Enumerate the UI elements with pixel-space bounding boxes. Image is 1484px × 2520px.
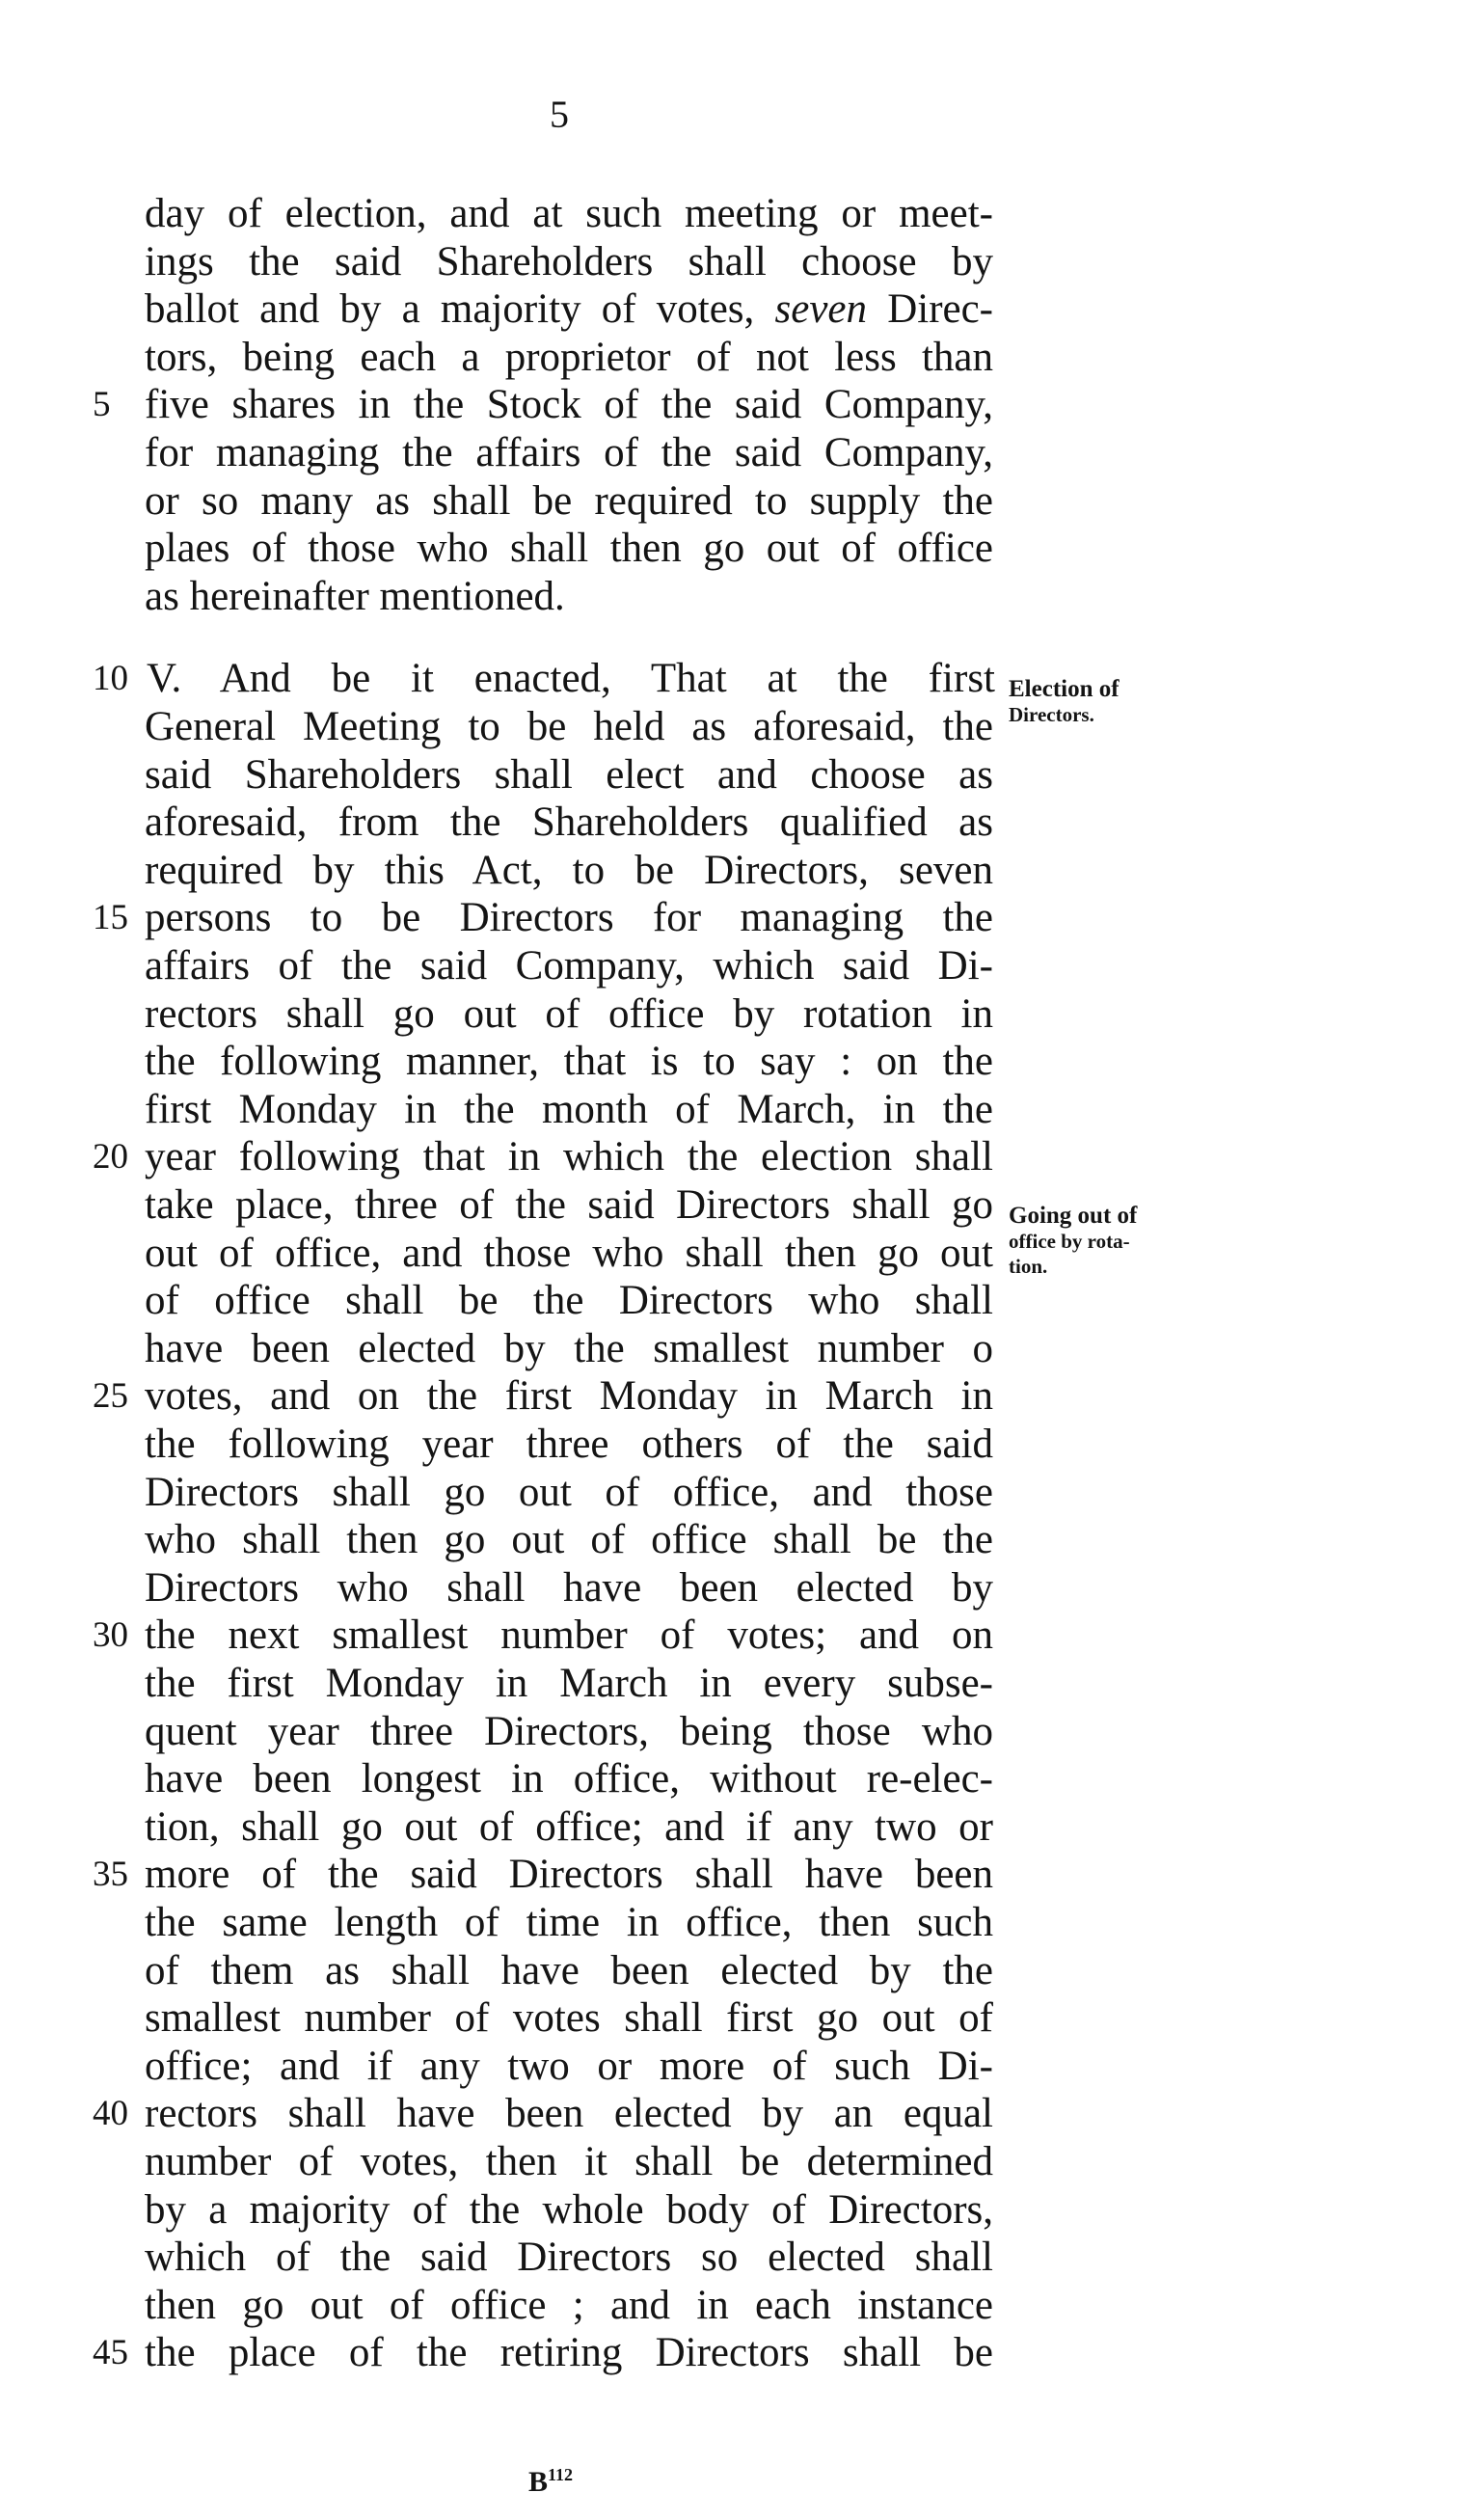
line-number: 40 bbox=[93, 2094, 128, 2133]
line-number: 10 bbox=[93, 659, 128, 698]
printer-signature-mark: $B^{112}$ bbox=[528, 2465, 574, 2498]
line-number: 15 bbox=[93, 898, 128, 937]
text-line: five shares in the Stock of the said Company, bbox=[145, 382, 993, 427]
text-line: day of election, and at such meeting or meet- bbox=[145, 191, 993, 236]
text-line: year following that in which the election shall bbox=[145, 1134, 993, 1179]
text-line: the place of the retiring Directors shall be bbox=[145, 2330, 993, 2375]
text-line: Directors who shall have been elected by bbox=[145, 1565, 993, 1611]
emphasis: seven bbox=[774, 286, 867, 332]
text-line: the same length of time in office, then such bbox=[145, 1900, 993, 1945]
page-number: 5 bbox=[550, 93, 569, 136]
text-line: the next smallest number of votes; and on bbox=[145, 1612, 993, 1658]
text-line: rectors shall have been elected by an equal bbox=[145, 2091, 993, 2136]
line-number: 45 bbox=[93, 2333, 128, 2372]
text-line: as hereinafter mentioned. bbox=[145, 574, 565, 619]
line-number: 30 bbox=[93, 1615, 128, 1655]
text-line: more of the said Directors shall have been bbox=[145, 1852, 993, 1897]
side-note-line: tion. bbox=[1009, 1255, 1048, 1278]
text-line: the following year three others of the said bbox=[145, 1422, 993, 1467]
side-note-line: Directors. bbox=[1009, 703, 1094, 726]
text-line: have been elected by the smallest number o bbox=[145, 1326, 993, 1371]
text-line: out of office, and those who shall then go out bbox=[145, 1231, 993, 1276]
text-line: which of the said Directors so elected shall bbox=[145, 2235, 993, 2280]
text-line: persons to be Directors for managing the bbox=[145, 895, 993, 940]
text-line: or so many as shall be required to supply the bbox=[145, 478, 993, 524]
text-line: votes, and on the first Monday in March in bbox=[145, 1373, 993, 1419]
text-line: ings the said Shareholders shall choose by bbox=[145, 239, 993, 285]
text-line: then go out of office ; and in each instance bbox=[145, 2283, 993, 2328]
signature-superscript: 112 bbox=[548, 2465, 574, 2484]
text-line: ballot and by a majority of votes, seven Direc- bbox=[145, 286, 994, 332]
text-line: rectors shall go out of office by rotation in bbox=[145, 991, 993, 1037]
text-line: the first Monday in March in every subse- bbox=[145, 1661, 993, 1706]
text-line: affairs of the said Company, which said Di- bbox=[145, 943, 993, 989]
text-line: required by this Act, to be Directors, seven bbox=[145, 848, 993, 893]
line-number: 25 bbox=[93, 1376, 128, 1416]
side-note-line: Going out of bbox=[1009, 1203, 1138, 1229]
text-line: plaes of those who shall then go out of office bbox=[145, 526, 993, 571]
text-line: V. And be it enacted, That at the first bbox=[147, 656, 995, 701]
text-line: by a majority of the whole body of Directors, bbox=[145, 2187, 993, 2233]
text-line: the following manner, that is to say : on the bbox=[145, 1039, 993, 1084]
text-line: said Shareholders shall elect and choose as bbox=[145, 752, 993, 798]
text-line: aforesaid, from the Shareholders qualified as bbox=[145, 799, 993, 845]
text-line: for managing the affairs of the said Company, bbox=[145, 430, 993, 475]
text-line: quent year three Directors, being those who bbox=[145, 1709, 993, 1754]
text-line: tion, shall go out of office; and if any two or bbox=[145, 1804, 993, 1850]
text-line: smallest number of votes shall first go out of bbox=[145, 1995, 993, 2041]
line-number: 35 bbox=[93, 1855, 128, 1894]
side-note-going-out-of-office bbox=[1009, 1204, 1201, 1279]
text-line: first Monday in the month of March, in the bbox=[145, 1087, 993, 1132]
line-number: 5 bbox=[93, 385, 111, 424]
text-line: take place, three of the said Directors shall go bbox=[145, 1182, 993, 1228]
text-line: tors, being each a proprietor of not less than bbox=[145, 335, 993, 380]
text-line: General Meeting to be held as aforesaid, the bbox=[145, 704, 993, 749]
side-note-election-of-directors bbox=[1009, 677, 1201, 727]
text-line: Directors shall go out of office, and those bbox=[145, 1470, 993, 1515]
text-line: of office shall be the Directors who shall bbox=[145, 1278, 993, 1323]
text-line: of them as shall have been elected by the bbox=[145, 1948, 993, 1993]
text-line: number of votes, then it shall be determined bbox=[145, 2139, 993, 2184]
text-line: who shall then go out of office shall be the bbox=[145, 1517, 993, 1562]
side-note-line: Election of bbox=[1009, 676, 1120, 702]
text-line: office; and if any two or more of such Di- bbox=[145, 2044, 993, 2089]
side-note-line: office by rota- bbox=[1009, 1230, 1130, 1253]
text-line: have been longest in office, without re-elec- bbox=[145, 1756, 993, 1802]
line-number: 20 bbox=[93, 1137, 128, 1177]
